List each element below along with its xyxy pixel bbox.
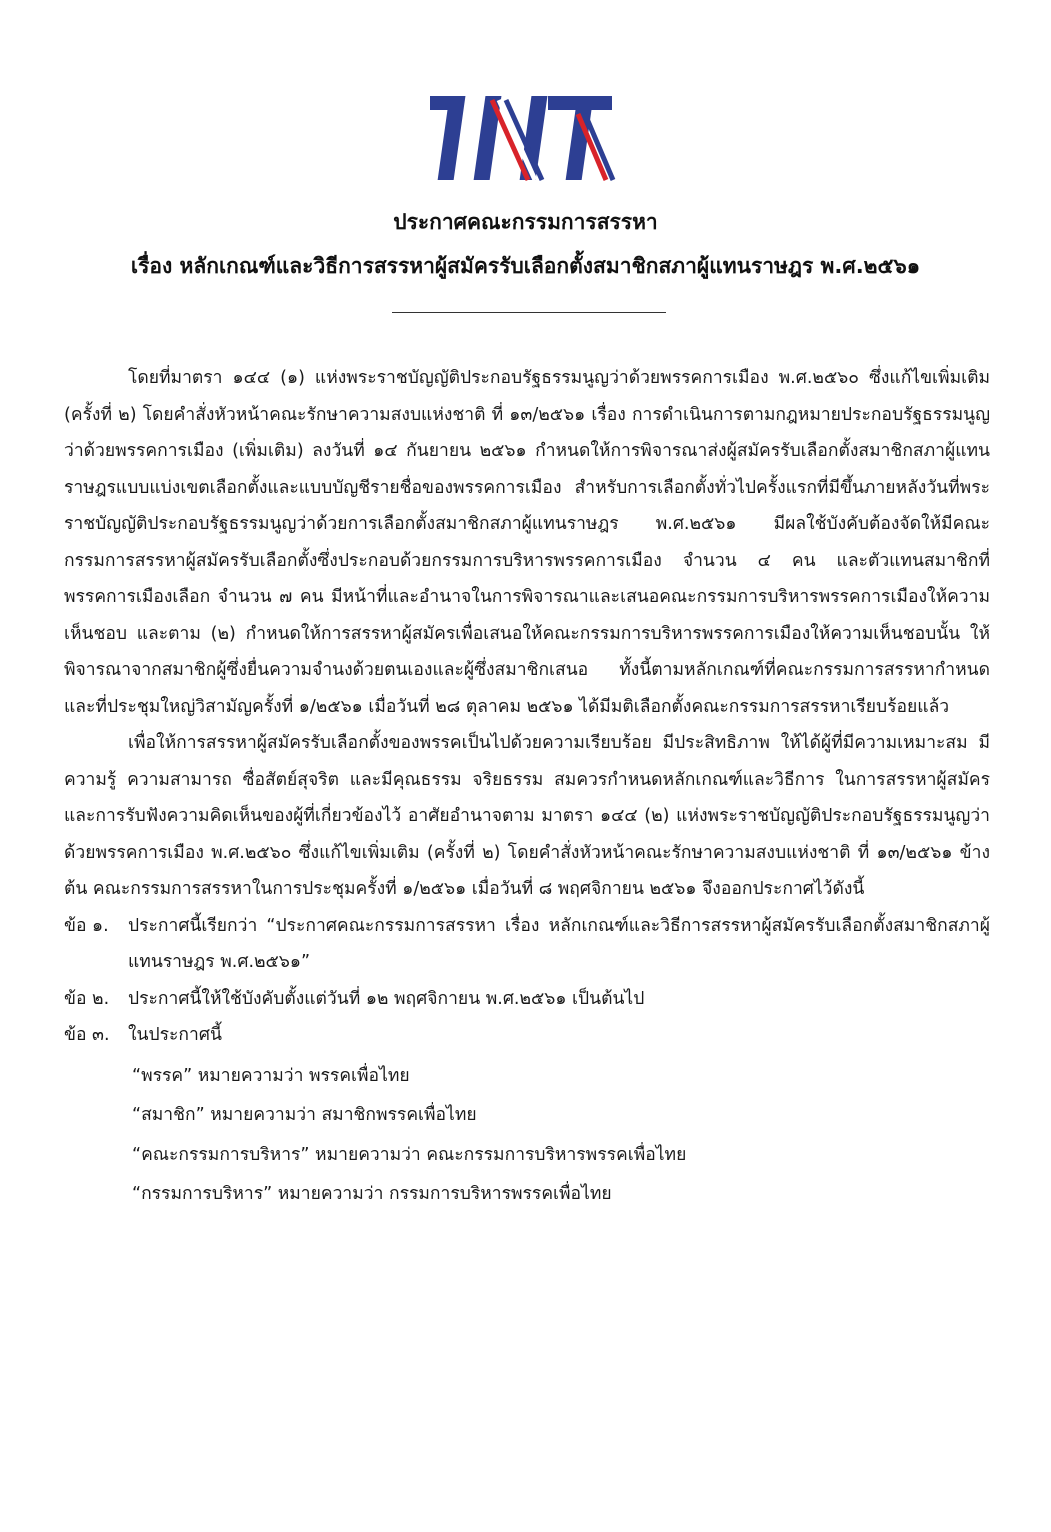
clause-number: ข้อ ๑. bbox=[64, 915, 109, 936]
definition-item: “กรรมการบริหาร” หมายความว่า กรรมการบริหารพรรคเพื่อไทย bbox=[132, 1184, 612, 1204]
clause-text: ในประกาศนี้ bbox=[128, 1025, 222, 1045]
definition-item: “สมาชิก” หมายความว่า สมาชิกพรรคเพื่อไทย bbox=[132, 1105, 477, 1125]
paragraph: โดยที่มาตรา ๑๔๔ (๑) แห่งพระราชบัญญัติประกอบรัฐธรรมนูญว่าด้วยพรรคการเมือง พ.ศ.๒๕๖๐ ซึ่งแก้ไขเพิ่มเติม (ครั้งที่ ๒) โดยคำสั่งหัวหน้าคณะรักษาความสงบแห่งชาติ ที่ ๑๓/๒๕๖๑ เรื่อง การดำเนินการตามกฎหมายประกอบรัฐธรรมนูญว่าด้วยพรรคการเมือง (เพิ่มเติม) ลงวันที่ ๑๔ กันยายน ๒๕๖๑ กำหนดให้การพิจารณาส่งผู้สมัครรับเลือกตั้งสมาชิกสภาผู้แทนราษฎรแบบแบ่งเขตเลือกตั้งและแบบบัญชีรายชื่อของพรรคการเมือง สำหรับการเลือกตั้งทั่วไปครั้งแรกที่มีขึ้นภายหลังวันที่พระราชบัญญัติประกอบรัฐธรรมนูญว่าด้วยการเลือกตั้งสมาชิกสภาผู้แทนราษฎร พ.ศ.๒๕๖๑ มีผลใช้บังคับต้องจัดให้มีคณะกรรมการสรรหาผู้สมัครรับเลือกตั้งซึ่งประกอบด้วยกรรมการบริหารพรรคการเมือง จำนวน ๔ คน และตัวแทนสมาชิกที่พรรคการเมืองเลือก จำนวน ๗ คน มีหน้าที่และอำนาจในการพิจารณาและเสนอคณะกรรมการบริหารพรรคการเมืองให้ความเห็นชอบ และตาม (๒) กำหนดให้การสรรหาผู้สมัครเพื่อเสนอให้คณะกรรมการบริหารพรรคการเมืองให้ความเห็นชอบนั้น ให้พิจารณาจากสมาชิกผู้ซึ่งยื่นความจำนงด้วยตนเองและผู้ซึ่งสมาชิกเสนอ ทั้งนี้ตามหลักเกณฑ์ที่คณะกรรมการสรรหากำหนด และที่ประชุมใหญ่วิสามัญครั้งที่ ๑/๒๕๖๑ เมื่อวันที่ ๒๘ ตุลาคม ๒๕๖๑ ได้มีมติเลือกตั้งคณะกรรมการสรรหาเรียบร้อยแล้ว bbox=[64, 368, 990, 717]
paragraph: เพื่อให้การสรรหาผู้สมัครรับเลือกตั้งของพรรคเป็นไปด้วยความเรียบร้อย มีประสิทธิภาพ ให้ได้ผู้ที่มีความเหมาะสม มีความรู้ ความสามารถ ซื่อสัตย์สุจริต และมีคุณธรรม จริยธรรม สมควรกำหนดหลักเกณฑ์และวิธีการ ในการสรรหาผู้สมัคร และการรับฟังความคิดเห็นของผู้ที่เกี่ยวข้องไว้ อาศัยอำนาจตาม มาตรา ๑๔๔ (๒) แห่งพระราชบัญญัติประกอบรัฐธรรมนูญว่าด้วยพรรคการเมือง พ.ศ.๒๕๖๐ ซึ่งแก้ไขเพิ่มเติม (ครั้งที่ ๒) โดยคำสั่งหัวหน้าคณะรักษาความสงบแห่งชาติ ที่ ๑๓/๒๕๖๑ ข้างต้น คณะกรรมการสรรหาในการประชุมครั้งที่ ๑/๒๕๖๑ เมื่อวันที่ ๘ พฤศจิกายน ๒๕๖๑ จึงออกประกาศไว้ดังนี้ bbox=[64, 733, 990, 899]
party-logo bbox=[428, 92, 622, 184]
clause-number: ข้อ ๒. bbox=[64, 988, 110, 1009]
definition-item: “พรรค” หมายความว่า พรรคเพื่อไทย bbox=[132, 1065, 410, 1086]
title-divider bbox=[392, 312, 666, 313]
clause-3 bbox=[64, 1017, 990, 1054]
announcement-title: ประกาศคณะกรรมการสรรหา bbox=[393, 210, 658, 234]
clause-text: ประกาศนี้ให้ใช้บังคับตั้งแต่วันที่ ๑๒ พฤศจิกายน พ.ศ.๒๕๖๑ เป็นต้นไป bbox=[128, 988, 645, 1009]
definition-item: “คณะกรรมการบริหาร” หมายความว่า คณะกรรมการบริหารพรรคเพื่อไทย bbox=[132, 1144, 687, 1165]
clause-text: ประกาศนี้เรียกว่า “ประกาศคณะกรรมการสรรหา เรื่อง หลักเกณฑ์และวิธีการสรรหาผู้สมัครรับเลือกตั้งสมาชิกสภาผู้แทนราษฎร พ.ศ.๒๕๖๑” bbox=[128, 915, 990, 972]
definitions-list bbox=[132, 1058, 990, 1213]
announcement-body bbox=[64, 360, 990, 1216]
clause-1 bbox=[64, 908, 990, 981]
clause-number: ข้อ ๓. bbox=[64, 1025, 110, 1045]
announcement-subject: เรื่อง หลักเกณฑ์และวิธีการสรรหาผู้สมัครรับเลือกตั้งสมาชิกสภาผู้แทนราษฎร พ.ศ.๒๕๖๑ bbox=[130, 254, 921, 278]
clause-2 bbox=[64, 981, 990, 1018]
